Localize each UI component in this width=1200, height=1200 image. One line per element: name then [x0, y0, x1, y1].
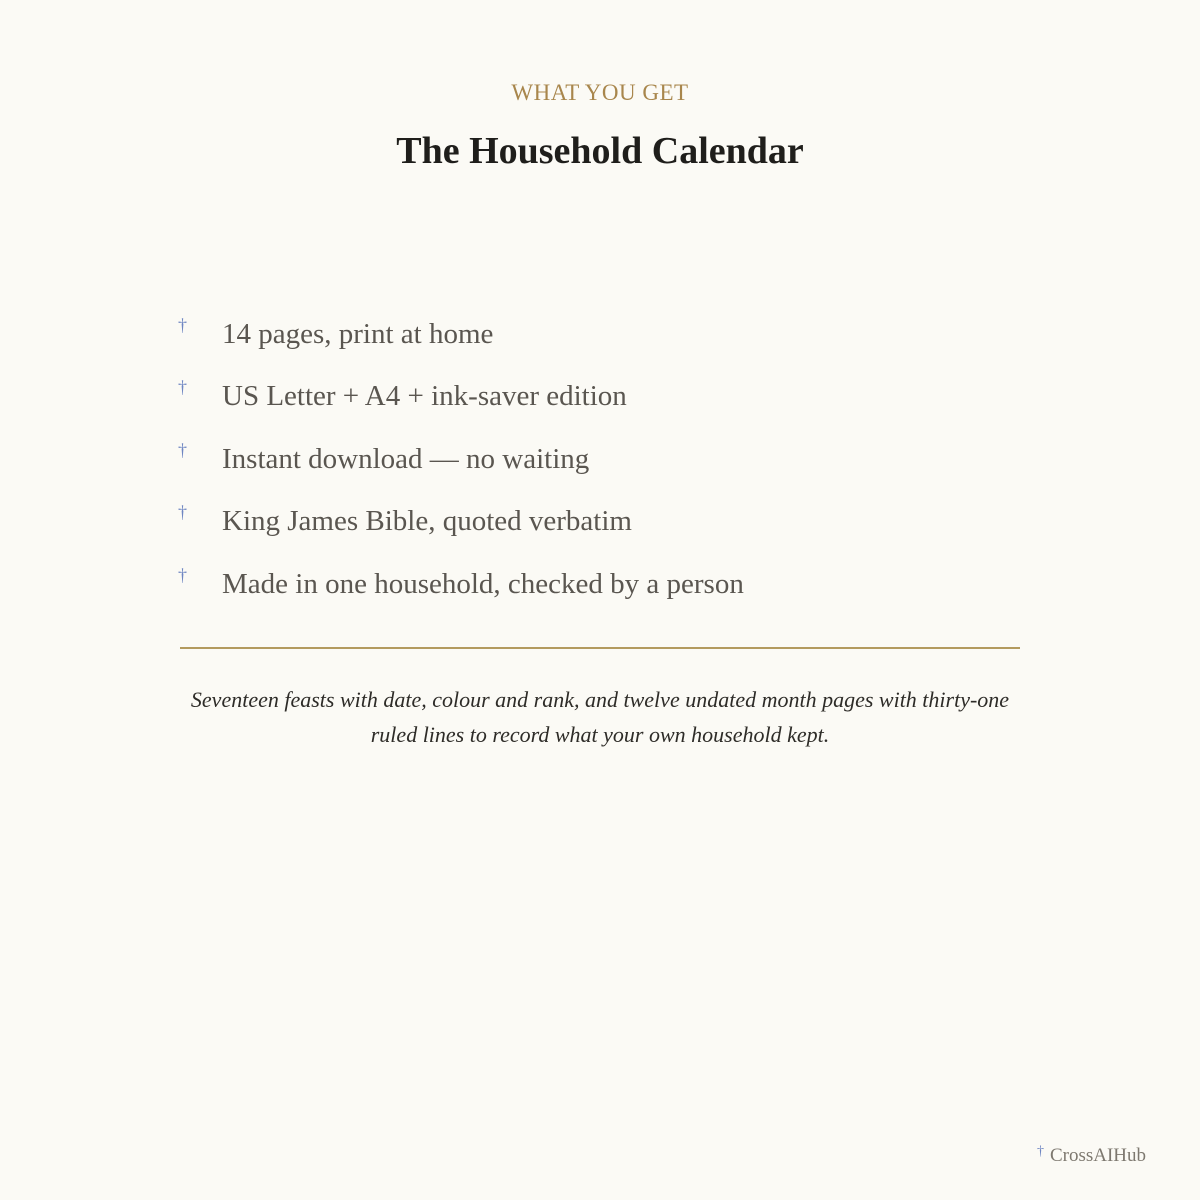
summary-text: Seventeen feasts with date, colour and rank, and twelve undated month pages with thirty-one ruled lines to record what your own household kept. [190, 687, 1010, 747]
feature-item [178, 312, 1022, 374]
feature-label: 14 pages, print at home [222, 318, 494, 350]
feature-label: King James Bible, quoted verbatim [222, 505, 632, 538]
feature-item [178, 437, 1022, 499]
cross-icon: † [178, 564, 187, 585]
feature-item [178, 562, 1022, 624]
cross-icon: † [178, 502, 187, 523]
feature-item [178, 499, 1022, 561]
feature-item [178, 374, 1022, 436]
feature-list [178, 312, 1022, 624]
brand-mark [1037, 1144, 1146, 1168]
divider [180, 647, 1020, 649]
feature-label: Made in one household, checked by a person [222, 567, 744, 600]
cross-icon: † [1036, 1144, 1044, 1159]
cross-icon: † [178, 377, 187, 398]
feature-label: Instant download — no waiting [222, 442, 590, 475]
cross-icon: † [178, 315, 187, 335]
page-title: The Household Calendar [396, 130, 804, 172]
section-eyebrow: WHAT YOU GET [511, 80, 689, 105]
cross-icon: † [178, 439, 187, 460]
feature-label: US Letter + A4 + ink-saver edition [222, 380, 627, 413]
brand-name: CrossAIHub [1049, 1145, 1146, 1166]
